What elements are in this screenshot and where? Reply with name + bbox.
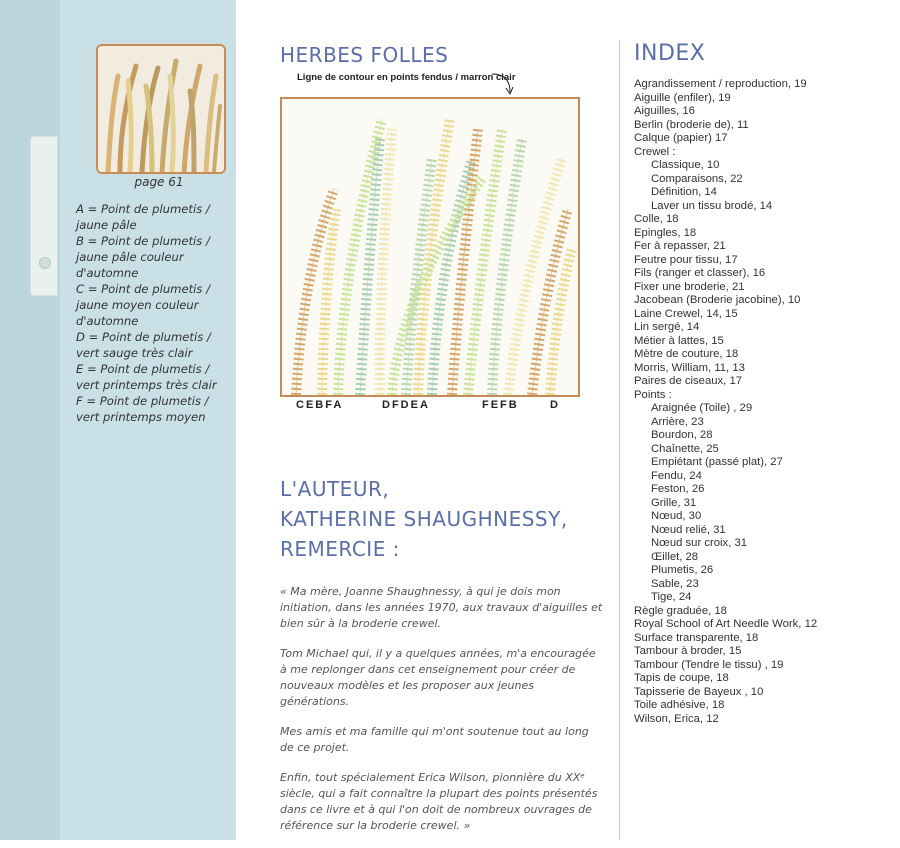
index-subentry: Nœud sur croix, 31 [651, 537, 748, 549]
index-subentry: Tige, 24 [651, 591, 692, 603]
index-entry: Lin sergé, 14 [634, 321, 700, 333]
index-entry: Calque (papier) 17 [634, 132, 728, 144]
pattern-caption: Ligne de contour en points fendus / marron clair [297, 72, 516, 83]
index-subentry: Laver un tissu brodé, 14 [651, 199, 773, 212]
legend-item-f: F = Point de plumetis / vert printemps moyen [76, 394, 209, 424]
stitch-code-group: FEFB [482, 399, 519, 411]
column-divider [619, 40, 620, 840]
author-heading-line: KATHERINE SHAUGHNESSY, [280, 507, 568, 531]
index-subentry: Fendu, 24 [651, 469, 702, 482]
tab-hole [39, 257, 51, 269]
index-entry: Toile adhésive, 18 [634, 699, 725, 711]
acknowledgement-paragraph: Tom Michael qui, il y a quelques années, m'a encouragée à me replonger dans cet enseignement pour créer de nouveaux modèles et les proposer aux jeunes générations. [280, 647, 596, 708]
legend-item-e: E = Point de plumetis / vert printemps très clair [76, 362, 217, 392]
legend-item-d: D = Point de plumetis / vert sauge très clair [76, 330, 211, 360]
index-entry: Métier à lattes, 15 [634, 334, 724, 347]
author-heading-line: REMERCIE : [280, 537, 400, 561]
grass-blade [492, 139, 522, 395]
index-subentry: Comparaisons, 22 [651, 172, 743, 185]
author-heading-line: L'AUTEUR, [280, 477, 390, 501]
index-entry: Aiguille (enfiler), 19 [634, 91, 731, 104]
author-heading [280, 474, 568, 564]
index-subentry: Plumetis, 26 [651, 564, 714, 576]
index-entry: Laine Crewel, 14, 15 [634, 307, 738, 320]
legend-item-c: C = Point de plumetis / jaune moyen couleur d'automne [76, 282, 210, 328]
index-entry: Morris, William, 11, 13 [634, 361, 745, 374]
index-subentry: Arrière, 23 [651, 415, 704, 428]
index-title: INDEX [634, 41, 706, 66]
index-subentry: Chaînette, 25 [651, 442, 719, 455]
index-entry: Aiguilles, 16 [634, 105, 695, 117]
index-list [634, 78, 900, 726]
index-entry: Fer à repasser, 21 [634, 240, 726, 252]
grass-blade [380, 129, 392, 395]
pattern-title: HERBES FOLLES [280, 43, 449, 67]
index-entry: Tambour à broder, 15 [634, 645, 742, 657]
pattern-diagram [280, 97, 580, 397]
index-entry: Mètre de couture, 18 [634, 348, 739, 360]
index-subentry: Feston, 26 [651, 483, 705, 495]
embroidery-thumbnail [96, 44, 226, 174]
acknowledgements-text [280, 584, 605, 848]
page-reference: page 61 [134, 175, 184, 189]
index-entry: Fils (ranger et classer), 16 [634, 267, 766, 279]
index-entry: Berlin (broderie de), 11 [634, 118, 749, 131]
index-entry: Paires de ciseaux, 17 [634, 375, 743, 387]
index-subentry: Araignée (Toile) , 29 [651, 402, 753, 414]
index-entry: Wilson, Erica, 12 [634, 712, 719, 725]
stitch-code-group: DFDEA [382, 399, 430, 411]
page-edge-strip [0, 0, 60, 840]
index-subentry: Nœud, 30 [651, 510, 702, 522]
index-entry: Tapisserie de Bayeux , 10 [634, 685, 764, 698]
grass-pattern-drawing [282, 99, 578, 395]
left-sidebar-panel [0, 0, 236, 840]
index-subentry: Œillet, 28 [651, 550, 699, 563]
stitch-code-group: CEBFA [296, 399, 344, 411]
index-entry: Surface transparente, 18 [634, 631, 759, 644]
stitch-code-group: D [550, 399, 560, 411]
index-entry: Colle, 18 [634, 213, 679, 225]
grass-blade [296, 189, 334, 395]
curved-arrow-icon [490, 72, 516, 96]
index-subentry: Grille, 31 [651, 496, 697, 509]
index-entry: Points : [634, 388, 672, 401]
index-entry: Tambour (Tendre le tissu) , 19 [634, 658, 784, 671]
index-entry: Agrandissement / reproduction, 19 [634, 78, 807, 90]
paper-tab [30, 136, 58, 296]
index-subentry: Bourdon, 28 [651, 429, 713, 441]
stitch-legend [76, 201, 232, 425]
index-entry: Epingles, 18 [634, 226, 697, 239]
index-entry: Feutre pour tissu, 17 [634, 253, 738, 266]
index-entry: Tapis de coupe, 18 [634, 672, 729, 684]
acknowledgement-paragraph: Enfin, tout spécialement Erica Wilson, pionnière du XXᵉ siècle, qui a fait connaître la plupart des points présentés dans ce livre et à qui l'on doit de nombreux ouvrages de référence sur la broderie crewel. » [280, 771, 598, 832]
legend-item-a: A = Point de plumetis / jaune pâle [76, 202, 210, 232]
index-entry: Crewel : [634, 145, 676, 158]
grass-blade-outline [492, 139, 522, 395]
index-entry: Jacobean (Broderie jacobine), 10 [634, 294, 801, 306]
acknowledgement-paragraph: « Ma mère, Joanne Shaughnessy, à qui je dois mon initiation, dans les années 1970, aux travaux d'aiguilles et bien sûr à la broderie crewel. [280, 585, 603, 630]
index-subentry: Définition, 14 [651, 186, 717, 198]
legend-item-b: B = Point de plumetis / jaune pâle couleur d'automne [76, 234, 210, 280]
index-entry: Fixer une broderie, 21 [634, 280, 745, 293]
index-subentry: Classique, 10 [651, 159, 720, 171]
index-subentry: Sable, 23 [651, 577, 699, 590]
index-entry: Royal School of Art Needle Work, 12 [634, 618, 818, 630]
index-subentry: Empiétant (passé plat), 27 [651, 456, 783, 468]
acknowledgement-paragraph: Mes amis et ma famille qui m'ont soutenue tout au long de ce projet. [280, 725, 589, 754]
grass-thumbnail-image [98, 46, 224, 172]
index-entry: Règle graduée, 18 [634, 604, 727, 617]
index-subentry: Nœud relié, 31 [651, 523, 726, 536]
